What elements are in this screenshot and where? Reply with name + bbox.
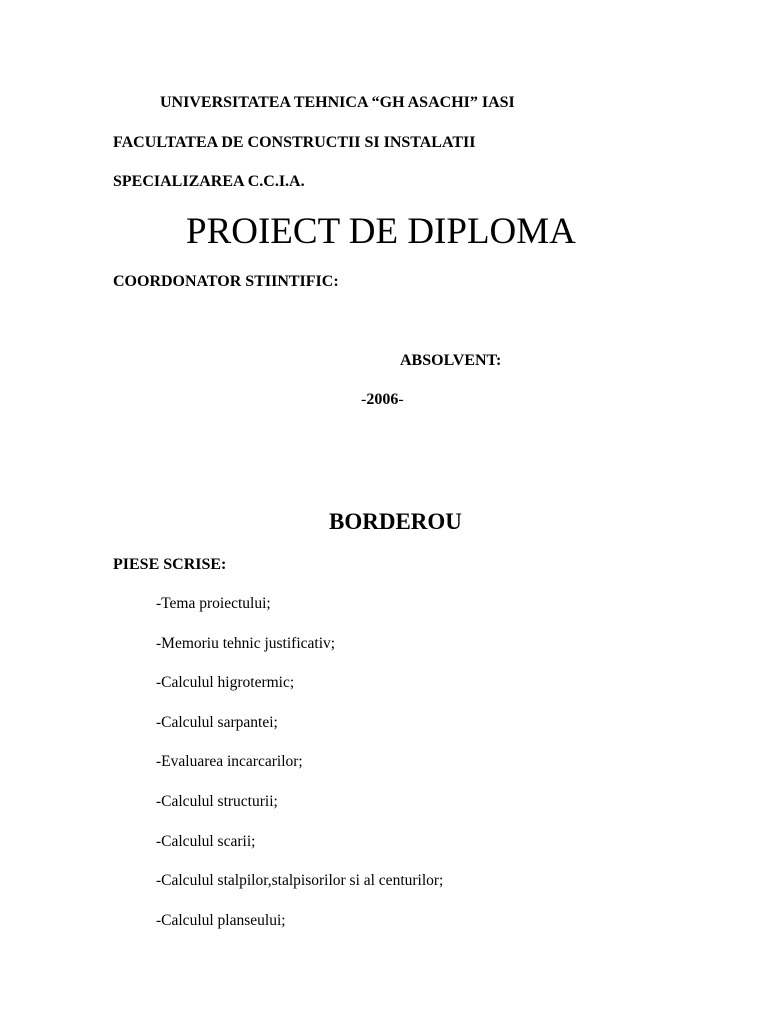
graduate-label: ABSOLVENT: [400,352,502,369]
written-parts-list [156,596,443,952]
list-item: -Calculul structurii; [156,792,278,810]
year-line [361,392,404,408]
year-value: 2006 [366,391,399,408]
list-item: -Calculul higrotermic; [156,674,295,692]
coordinator-label: COORDONATOR STIINTIFIC: [113,273,339,290]
specialization-name: SPECIALIZAREA C.C.I.A. [113,173,305,190]
list-item: -Memoriu tehnic justificativ; [156,634,336,652]
list-item: -Tema proiectului; [156,595,271,612]
list-item: -Calculul planseului; [156,911,286,929]
list-item: -Calculul stalpilor,stalpisorilor si al centurilor; [156,872,444,890]
document-title: PROIECT DE DIPLOMA [186,211,576,252]
year-prefix: - [361,391,367,408]
year-suffix: - [398,391,404,408]
faculty-name: FACULTATEA DE CONSTRUCTII SI INSTALATII [113,134,476,151]
university-name: UNIVERSITATEA TEHNICA “GH ASACHI” IASI [160,94,515,111]
borderou-heading: BORDEROU [329,509,462,534]
list-item: -Calculul sarpantei; [156,713,278,731]
list-item: -Calculul scarii; [156,832,256,850]
section-label: PIESE SCRISE: [113,556,227,573]
list-item: -Evaluarea incarcarilor; [156,753,303,771]
